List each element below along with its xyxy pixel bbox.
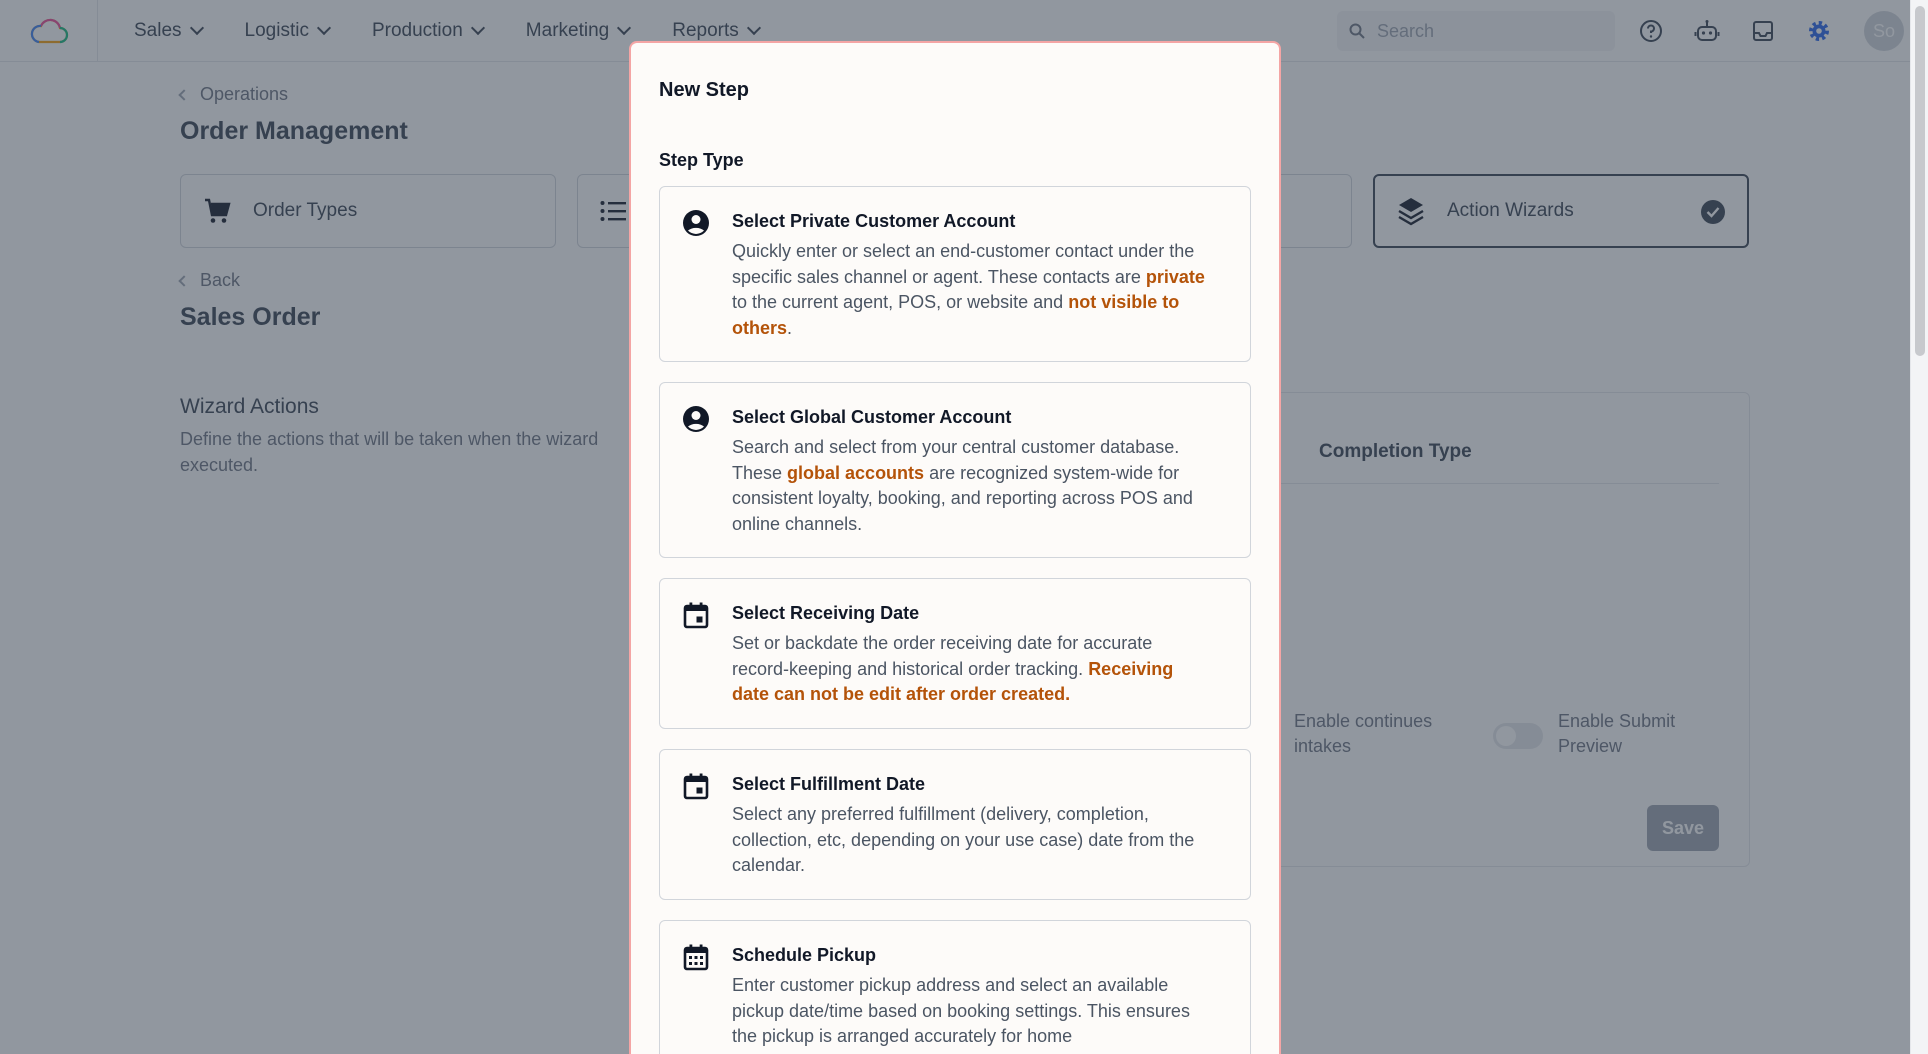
step-title: Select Fulfillment Date [732, 774, 926, 794]
step-description: Set or backdate the order receiving date for accurate record-keeping and historical order tracking. Receiving date can not be edit after order created. [732, 633, 1174, 704]
step-type-label: Step Type [659, 150, 744, 170]
step-title: Schedule Pickup [732, 945, 877, 965]
calendar-event-icon [682, 601, 710, 629]
new-step-modal [629, 41, 1281, 1054]
step-option-fulfillment-date[interactable] [659, 749, 1251, 900]
scrollbar-thumb[interactable] [1915, 6, 1925, 356]
page-scrollbar[interactable] [1910, 0, 1928, 1054]
step-option-schedule-pickup[interactable] [659, 920, 1251, 1054]
account-circle-icon [682, 405, 710, 433]
step-title: Select Receiving Date [732, 603, 920, 623]
modal-title: New Step [659, 79, 750, 101]
step-description: Enter customer pickup address and select an available pickup date/time based on booking settings. This ensures the pickup is arranged accurately for home [732, 975, 1190, 1046]
step-description: Search and select from your central customer database. These global accounts are recognized system-wide for consistent loyalty, booking, and reporting across POS and online channels. [732, 437, 1193, 534]
account-circle-icon [682, 209, 710, 237]
step-option-private-account[interactable] [659, 186, 1251, 362]
step-title: Select Private Customer Account [732, 211, 1016, 231]
calendar-event-icon [682, 772, 710, 800]
step-option-receiving-date[interactable] [659, 578, 1251, 729]
step-description: Quickly enter or select an end-customer contact under the specific sales channel or agent. These contacts are private to the current agent, POS, or website and not visible to others. [732, 241, 1205, 338]
step-title: Select Global Customer Account [732, 407, 1012, 427]
step-option-global-account[interactable] [659, 382, 1251, 558]
step-description: Select any preferred fulfillment (delivery, completion, collection, etc, depending on your use case) date from the calendar. [732, 804, 1195, 875]
calendar-month-icon [682, 943, 710, 971]
